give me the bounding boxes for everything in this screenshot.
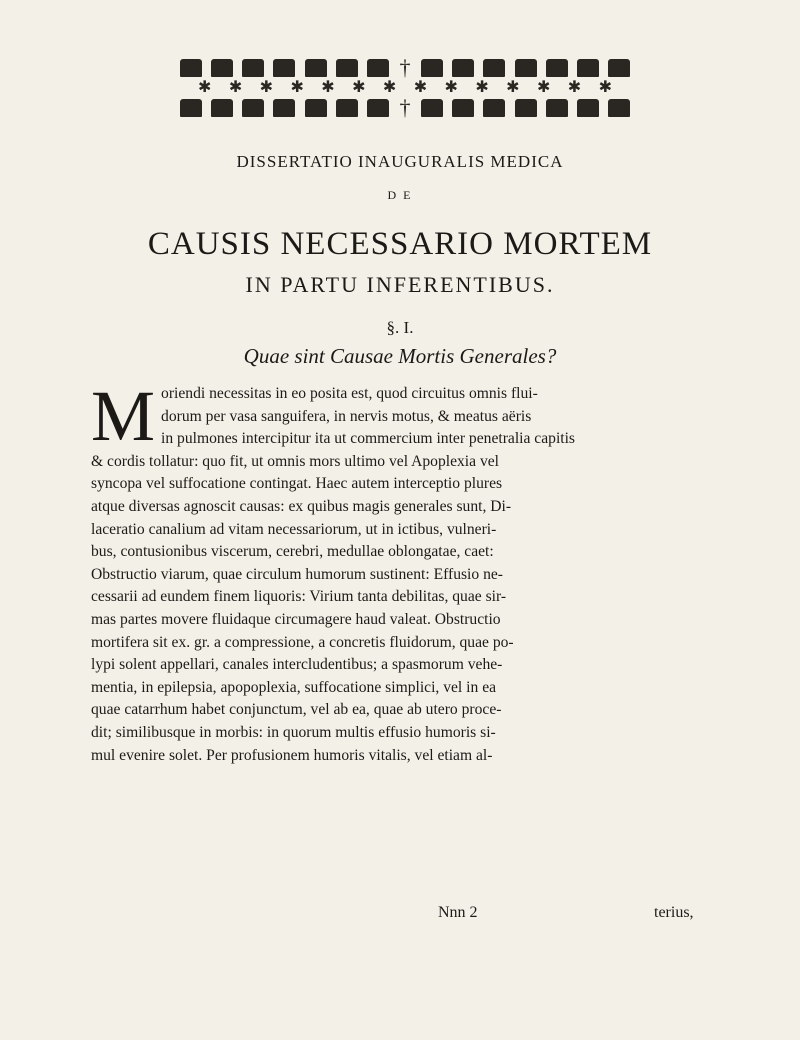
- ornament-bottom-row: [180, 95, 630, 120]
- ornament-top-row: [180, 55, 630, 80]
- text-line: atque diversas agnoscit causas: ex quibus magis generales sunt, Di-: [91, 497, 512, 515]
- text-line: laceratio canalium ad vitam necessariorum, ut in ictibus, vulneri-: [91, 520, 497, 538]
- text-line: cessarii ad eundem finem liquoris: Virium tanta debilitas, quae sir-: [91, 588, 507, 606]
- ornament-icon: [273, 99, 295, 117]
- ornament-icon: [336, 59, 358, 77]
- cross-icon: †: [399, 95, 411, 120]
- ornament-icon: [180, 59, 202, 77]
- cross-icon: †: [399, 55, 411, 80]
- ornament-icon: [608, 59, 630, 77]
- star-icon: ✱: [475, 79, 489, 96]
- text-line: lypi solent appellari, canales intercludentibus; a spasmorum vehe-: [91, 656, 503, 674]
- ornament-icon: [180, 99, 202, 117]
- text-line: dorum per vasa sanguifera, in nervis motus, & meatus aëris: [161, 407, 532, 425]
- text-line: bus, contusionibus viscerum, cerebri, medullae oblongatae, caet:: [91, 543, 494, 561]
- text-line: dit; similibusque in morbis: in quorum multis effusio humoris si-: [91, 723, 496, 741]
- ornament-icon: [305, 59, 327, 77]
- drop-cap: M: [91, 376, 156, 456]
- ornament-icon: [336, 99, 358, 117]
- ornament-icon: [483, 59, 505, 77]
- section-title: Quae sint Causae Mortis Generales?: [243, 344, 557, 368]
- main-title: CAUSIS NECESSARIO MORTEM: [147, 226, 653, 262]
- ornament-icon: [273, 59, 295, 77]
- ornament-icon: [452, 59, 474, 77]
- star-icon: ✱: [352, 79, 366, 96]
- star-icon: ✱: [413, 79, 428, 96]
- ornament-icon: [546, 59, 568, 77]
- body-paragraph: [91, 376, 703, 767]
- star-icon: ✱: [382, 79, 397, 96]
- ornament-icon: [483, 99, 505, 117]
- text-line: quae catarrhum habet conjunctum, vel ab ea, quae ab utero proce-: [91, 701, 502, 719]
- ornament-icon: [421, 99, 443, 117]
- ornament-icon: [242, 59, 264, 77]
- ornament-icon: [367, 59, 389, 77]
- heading-de: D E: [387, 188, 413, 202]
- signature-mark: Nnn 2: [438, 904, 478, 921]
- catchword: terius,: [654, 904, 694, 921]
- text-line: in pulmones intercipitur ita ut commercium inter penetralia capitis: [161, 430, 576, 448]
- star-icon: ✱: [198, 79, 212, 96]
- ornament-icon: [211, 99, 233, 117]
- star-icon: ✱: [536, 79, 551, 96]
- star-icon: ✱: [598, 79, 612, 96]
- text-line: mentia, in epilepsia, apopoplexia, suffocatione simplici, vel in ea: [91, 678, 497, 696]
- ornamental-border-header: [180, 55, 630, 120]
- text-line: & cordis tollatur: quo fit, ut omnis mors ultimo vel Apoplexia vel: [91, 452, 499, 470]
- text-line: mortifera sit ex. gr. a compressione, a concretis fluidorum, quae po-: [91, 633, 514, 651]
- star-icon: ✱: [290, 79, 304, 96]
- text-line: oriendi necessitas in eo posita est, quod circuitus omnis flui-: [161, 385, 538, 402]
- text-line: syncopa vel suffocatione contingat. Haec autem interceptio plures: [91, 475, 503, 493]
- star-icon: ✱: [228, 79, 243, 96]
- ornament-icon: [577, 59, 599, 77]
- ornament-icon: [577, 99, 599, 117]
- ornament-icon: [452, 99, 474, 117]
- star-icon: ✱: [506, 79, 520, 96]
- text-line: mas partes movere fluidaque circumagere haud valeat. Obstructio: [91, 610, 501, 628]
- ornament-icon: [421, 59, 443, 77]
- ornament-icon: [515, 99, 537, 117]
- star-icon: ✱: [444, 79, 458, 96]
- ornament-icon: [608, 99, 630, 117]
- ornament-icon: [515, 59, 537, 77]
- ornament-icon: [305, 99, 327, 117]
- star-icon: ✱: [567, 79, 582, 96]
- dissertation-heading: DISSERTATIO INAUGURALIS MEDICA: [236, 152, 564, 171]
- ornament-icon: [367, 99, 389, 117]
- section-number: §. I.: [386, 318, 414, 337]
- text-line: mul evenire solet. Per profusionem humoris vitalis, vel etiam al-: [91, 746, 493, 764]
- ornament-icon: [546, 99, 568, 117]
- text-line: Obstructio viarum, quae circulum humorum sustinent: Effusio ne-: [91, 565, 504, 583]
- subtitle-line: IN PARTU INFERENTIBUS.: [245, 272, 555, 297]
- star-icon: ✱: [321, 79, 335, 96]
- ornament-icon: [242, 99, 264, 117]
- ornament-icon: [211, 59, 233, 77]
- star-icon: ✱: [259, 79, 274, 96]
